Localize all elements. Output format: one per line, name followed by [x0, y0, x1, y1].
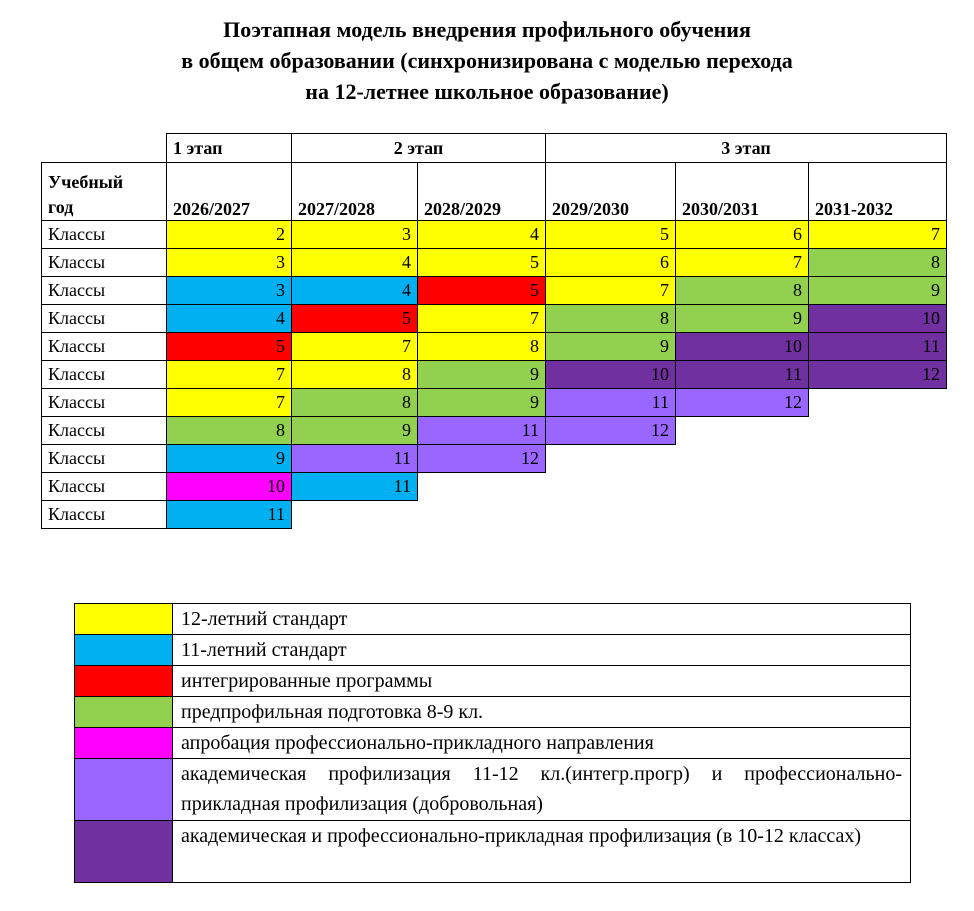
legend-swatch [75, 666, 173, 697]
grade-cell: 5 [546, 221, 676, 249]
class-row [42, 333, 947, 361]
empty-cell [676, 417, 809, 445]
grade-cell: 4 [418, 221, 546, 249]
grade-cell: 4 [292, 249, 418, 277]
grade-cell: 8 [418, 333, 546, 361]
legend-text: академическая и профессионально-прикладная профилизация (в 10-12 классах) [173, 821, 911, 883]
year-header: 2031-2032 [809, 163, 947, 221]
grade-cell: 11 [292, 445, 418, 473]
row-label: Классы [42, 277, 167, 305]
empty-cell [809, 473, 947, 501]
grade-cell: 12 [546, 417, 676, 445]
year-header: 2026/2027 [167, 163, 292, 221]
grade-cell: 7 [546, 277, 676, 305]
class-row [42, 361, 947, 389]
year-header: 2027/2028 [292, 163, 418, 221]
grade-cell: 8 [292, 361, 418, 389]
class-row [42, 473, 947, 501]
page-title [0, 14, 974, 107]
legend-text: апробация профессионально-прикладного направления [173, 728, 911, 759]
empty-cell [809, 389, 947, 417]
academic-year-label [42, 163, 167, 221]
grade-cell: 11 [167, 501, 292, 529]
legend-row [75, 759, 911, 821]
grade-cell: 7 [676, 249, 809, 277]
row-label: Классы [42, 249, 167, 277]
empty-cell [676, 445, 809, 473]
corner-empty-cell [42, 134, 167, 163]
grade-cell: 7 [167, 389, 292, 417]
class-row [42, 445, 947, 473]
row-label: Классы [42, 305, 167, 333]
row-label: Классы [42, 221, 167, 249]
empty-cell [809, 417, 947, 445]
grade-cell: 8 [167, 417, 292, 445]
grade-cell: 10 [809, 305, 947, 333]
schedule-table [41, 133, 947, 529]
grade-cell: 9 [292, 417, 418, 445]
grade-cell: 5 [418, 249, 546, 277]
class-row [42, 277, 947, 305]
grade-cell: 3 [167, 277, 292, 305]
grade-cell: 3 [167, 249, 292, 277]
empty-cell [676, 501, 809, 529]
grade-cell: 8 [292, 389, 418, 417]
row-label: Классы [42, 389, 167, 417]
row-label: Классы [42, 417, 167, 445]
legend-text: академическая профилизация 11-12 кл.(интегр.прогр) и профессионально-прикладная профилизация (добровольная) [173, 759, 911, 821]
row-label: Классы [42, 445, 167, 473]
legend-row [75, 666, 911, 697]
row-label: Классы [42, 361, 167, 389]
grade-cell: 9 [418, 389, 546, 417]
year-header: 2028/2029 [418, 163, 546, 221]
legend-swatch [75, 728, 173, 759]
grade-cell: 4 [167, 305, 292, 333]
legend-table [74, 603, 911, 883]
empty-cell [546, 445, 676, 473]
grade-cell: 9 [167, 445, 292, 473]
title-line-3: на 12-летнее школьное образование) [305, 79, 669, 104]
grade-cell: 8 [676, 277, 809, 305]
class-row [42, 249, 947, 277]
grade-cell: 12 [418, 445, 546, 473]
stage-3-header: 3 этап [546, 134, 947, 163]
year-header: 2029/2030 [546, 163, 676, 221]
grade-cell: 7 [809, 221, 947, 249]
grade-cell: 11 [809, 333, 947, 361]
legend-row [75, 821, 911, 883]
empty-cell [676, 473, 809, 501]
title-line-1: Поэтапная модель внедрения профильного обучения [223, 17, 751, 42]
grade-cell: 6 [676, 221, 809, 249]
legend-row [75, 604, 911, 635]
class-row [42, 389, 947, 417]
grade-cell: 10 [676, 333, 809, 361]
year-header-row [42, 163, 947, 221]
grade-cell: 9 [418, 361, 546, 389]
grade-cell: 9 [676, 305, 809, 333]
legend-swatch [75, 821, 173, 883]
legend-text: интегрированные программы [173, 666, 911, 697]
academic-year-label-line1: Учебный [48, 172, 124, 192]
empty-cell [809, 445, 947, 473]
grade-cell: 7 [292, 333, 418, 361]
grade-cell: 11 [292, 473, 418, 501]
legend-row [75, 728, 911, 759]
grade-cell: 7 [418, 305, 546, 333]
class-row [42, 305, 947, 333]
grade-cell: 9 [809, 277, 947, 305]
empty-cell [292, 501, 418, 529]
legend-swatch [75, 604, 173, 635]
stage-2-header: 2 этап [292, 134, 546, 163]
grade-cell: 8 [546, 305, 676, 333]
class-row [42, 221, 947, 249]
legend-swatch [75, 759, 173, 821]
legend-row [75, 697, 911, 728]
grade-cell: 5 [292, 305, 418, 333]
legend-text: 12-летний стандарт [173, 604, 911, 635]
year-header: 2030/2031 [676, 163, 809, 221]
stage-1-header: 1 этап [167, 134, 292, 163]
legend-swatch [75, 635, 173, 666]
academic-year-label-line2: год [48, 197, 74, 217]
empty-cell [418, 501, 546, 529]
grade-cell: 7 [167, 361, 292, 389]
grade-cell: 6 [546, 249, 676, 277]
empty-cell [546, 501, 676, 529]
grade-cell: 8 [809, 249, 947, 277]
grade-cell: 5 [418, 277, 546, 305]
grade-cell: 11 [676, 361, 809, 389]
row-label: Классы [42, 501, 167, 529]
grade-cell: 4 [292, 277, 418, 305]
grade-cell: 9 [546, 333, 676, 361]
row-label: Классы [42, 333, 167, 361]
grade-cell: 2 [167, 221, 292, 249]
grade-cell: 3 [292, 221, 418, 249]
legend-swatch [75, 697, 173, 728]
empty-cell [809, 501, 947, 529]
legend-text: предпрофильная подготовка 8-9 кл. [173, 697, 911, 728]
grade-cell: 12 [676, 389, 809, 417]
title-line-2: в общем образовании (синхронизирована с моделью перехода [181, 48, 793, 73]
row-label: Классы [42, 473, 167, 501]
grade-cell: 11 [546, 389, 676, 417]
grade-cell: 10 [167, 473, 292, 501]
grade-cell: 12 [809, 361, 947, 389]
stage-header-row [42, 134, 947, 163]
empty-cell [546, 473, 676, 501]
grade-cell: 5 [167, 333, 292, 361]
empty-cell [418, 473, 546, 501]
grade-cell: 11 [418, 417, 546, 445]
class-row [42, 501, 947, 529]
legend-text: 11-летний стандарт [173, 635, 911, 666]
grade-cell: 10 [546, 361, 676, 389]
legend-row [75, 635, 911, 666]
class-row [42, 417, 947, 445]
